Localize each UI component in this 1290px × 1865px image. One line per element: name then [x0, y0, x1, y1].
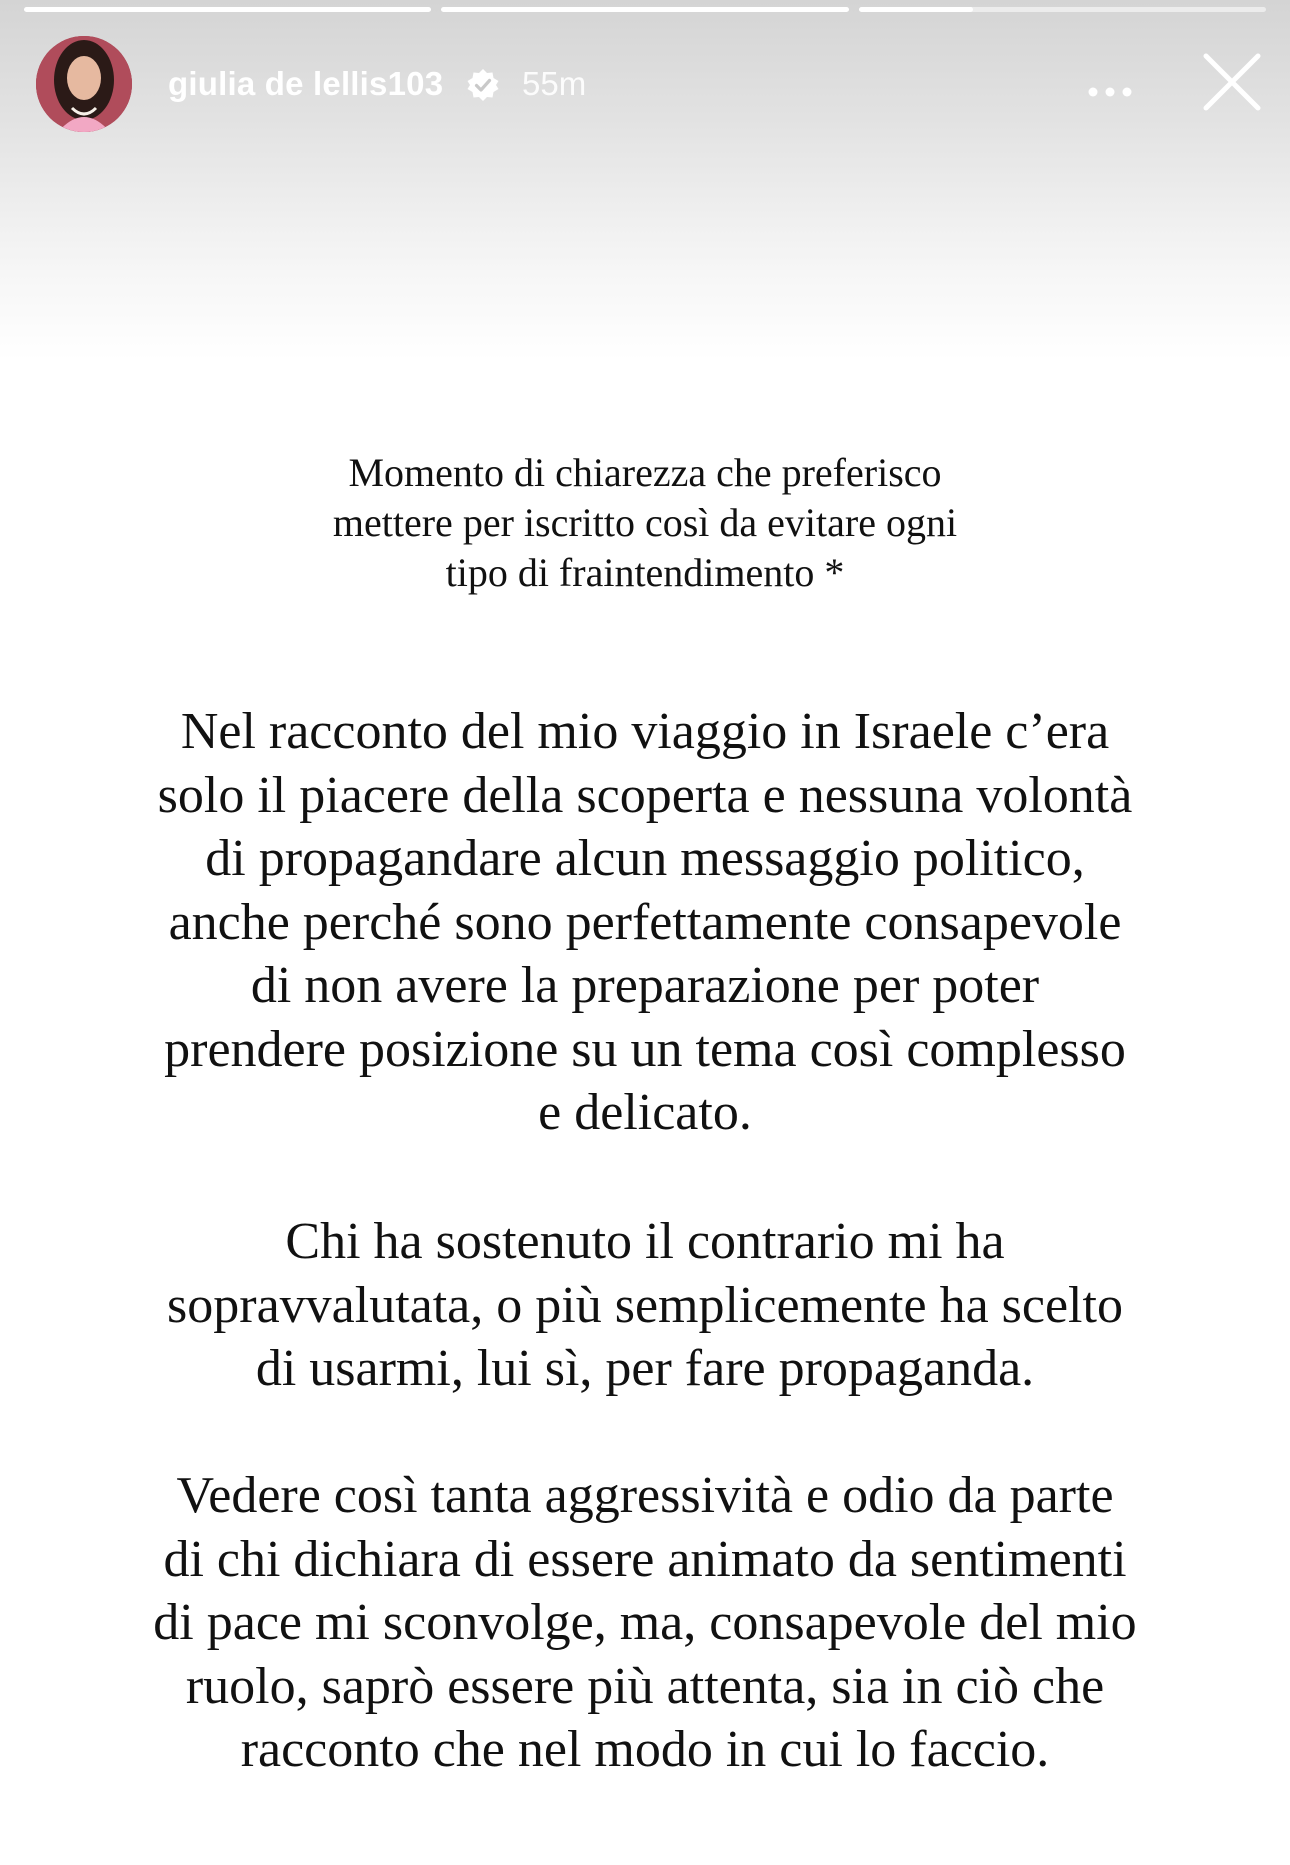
- progress-fill-2: [441, 7, 848, 12]
- paragraph-line: ruolo, saprò essere più attenta, sia in ciò che: [185, 1657, 1105, 1715]
- paragraph-line: racconto che nel modo in cui lo faccio.: [240, 1721, 1050, 1778]
- paragraph-2: [70, 1210, 1220, 1401]
- story-header: [36, 36, 1266, 132]
- intro-line: tipo di fraintendimento *: [445, 550, 845, 595]
- paragraph-line: sopravvalutata, o più semplicemente ha scelto: [167, 1276, 1123, 1334]
- paragraph-line: anche perché sono perfettamente consapevole: [168, 893, 1122, 951]
- intro-line: Momento di chiarezza che preferisco: [348, 450, 942, 495]
- paragraph-1: [70, 700, 1220, 1145]
- avatar[interactable]: [36, 36, 132, 132]
- paragraph-line: di pace mi sconvolge, ma, consapevole del mio: [153, 1594, 1137, 1651]
- paragraph-line: di chi dichiara di essere animato da sentimenti: [163, 1530, 1127, 1588]
- paragraph-line: Vedere così tanta aggressività e odio da parte: [176, 1467, 1114, 1524]
- paragraph-line: prendere posizione su un tema così complesso: [164, 1020, 1126, 1078]
- paragraph-line: e delicato.: [538, 1084, 752, 1141]
- paragraph-line: solo il piacere della scoperta e nessuna volontà: [157, 766, 1133, 824]
- progress-fill-3: [859, 7, 973, 12]
- paragraph-3: [70, 1464, 1220, 1782]
- story-progress-bar: [24, 7, 1266, 12]
- progress-segment-1: [24, 7, 431, 12]
- close-button[interactable]: [1192, 44, 1272, 124]
- progress-fill-1: [24, 7, 431, 12]
- paragraph-line: Chi ha sostenuto il contrario mi ha: [285, 1213, 1005, 1270]
- progress-segment-2: [441, 7, 848, 12]
- paragraph-line: di non avere la preparazione per poter: [250, 957, 1040, 1014]
- close-icon: [1192, 44, 1272, 124]
- paragraph-line: Nel racconto del mio viaggio in Israele c’era: [180, 703, 1110, 760]
- verified-badge-icon: [466, 68, 500, 102]
- username[interactable]: giulia de lellis103: [168, 65, 444, 102]
- intro-text: [140, 448, 1150, 598]
- progress-segment-3: [859, 7, 1266, 12]
- intro-line: mettere per iscritto così da evitare ogni: [332, 500, 958, 545]
- paragraph-line: di propagandare alcun messaggio politico,: [205, 830, 1085, 887]
- paragraph-line: di usarmi, lui sì, per fare propaganda.: [255, 1340, 1035, 1397]
- post-time: 55m: [522, 65, 587, 102]
- more-horizontal-icon: [1080, 58, 1140, 108]
- more-options-button[interactable]: [1080, 58, 1140, 108]
